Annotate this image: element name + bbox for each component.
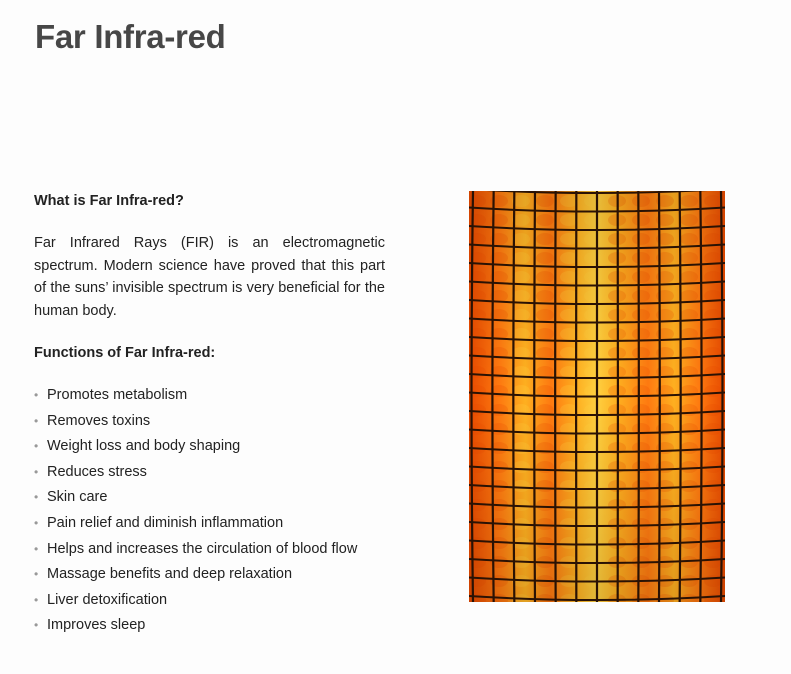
list-item-label: Weight loss and body shaping — [47, 438, 241, 455]
list-item — [34, 436, 385, 462]
what-is-heading: What is Far Infra-red? — [34, 193, 184, 209]
bullet-icon: • — [34, 413, 39, 428]
list-item — [34, 385, 385, 411]
bullet-icon: • — [34, 567, 39, 582]
bullet-icon: • — [34, 490, 39, 505]
grid-wire-vertical — [680, 191, 681, 602]
bullet-icon: • — [34, 388, 39, 402]
bullet-icon: • — [34, 515, 39, 530]
infrared-grid-image — [469, 191, 725, 602]
grid-wire-vertical — [700, 191, 701, 602]
list-item-label: Skin care — [47, 489, 108, 506]
bullet-icon: • — [34, 541, 39, 556]
list-item-label: Pain relief and diminish inflammation — [47, 514, 284, 531]
list-item — [34, 590, 385, 616]
list-item-label: Removes toxins — [47, 412, 151, 429]
list-item — [34, 564, 385, 590]
functions-heading: Functions of Far Infra-red: — [34, 345, 216, 361]
bullet-icon: • — [34, 464, 39, 479]
bullet-icon: • — [34, 439, 39, 454]
list-item — [34, 411, 385, 437]
list-item-label: Helps and increases the circulation of blood flow — [47, 540, 358, 557]
grid-wire-vertical — [492, 191, 493, 602]
page-title: Far Infra-red — [35, 18, 226, 55]
list-item — [34, 462, 385, 488]
functions-list — [34, 385, 385, 641]
list-item-label: Reduces stress — [47, 463, 147, 480]
bullet-icon: • — [34, 592, 39, 607]
list-item — [34, 513, 385, 539]
list-item — [34, 487, 385, 513]
infrared-grid-illustration — [469, 191, 725, 602]
list-item-label: Liver detoxification — [47, 591, 168, 608]
list-item — [34, 615, 385, 641]
list-item-label: Promotes metabolism — [47, 387, 188, 403]
bullet-icon: • — [34, 618, 39, 633]
intro-paragraph: Far Infrared Rays (FIR) is an electromagnetic spectrum. Modern science have proved that this part of the suns’ invisible spectrum is very beneficial for the human body. — [34, 235, 385, 319]
list-item-label: Massage benefits and deep relaxation — [47, 566, 293, 583]
list-item — [34, 539, 385, 565]
grid-wire-vertical — [513, 191, 514, 602]
list-item-label: Improves sleep — [47, 617, 146, 634]
content-column — [34, 191, 385, 641]
